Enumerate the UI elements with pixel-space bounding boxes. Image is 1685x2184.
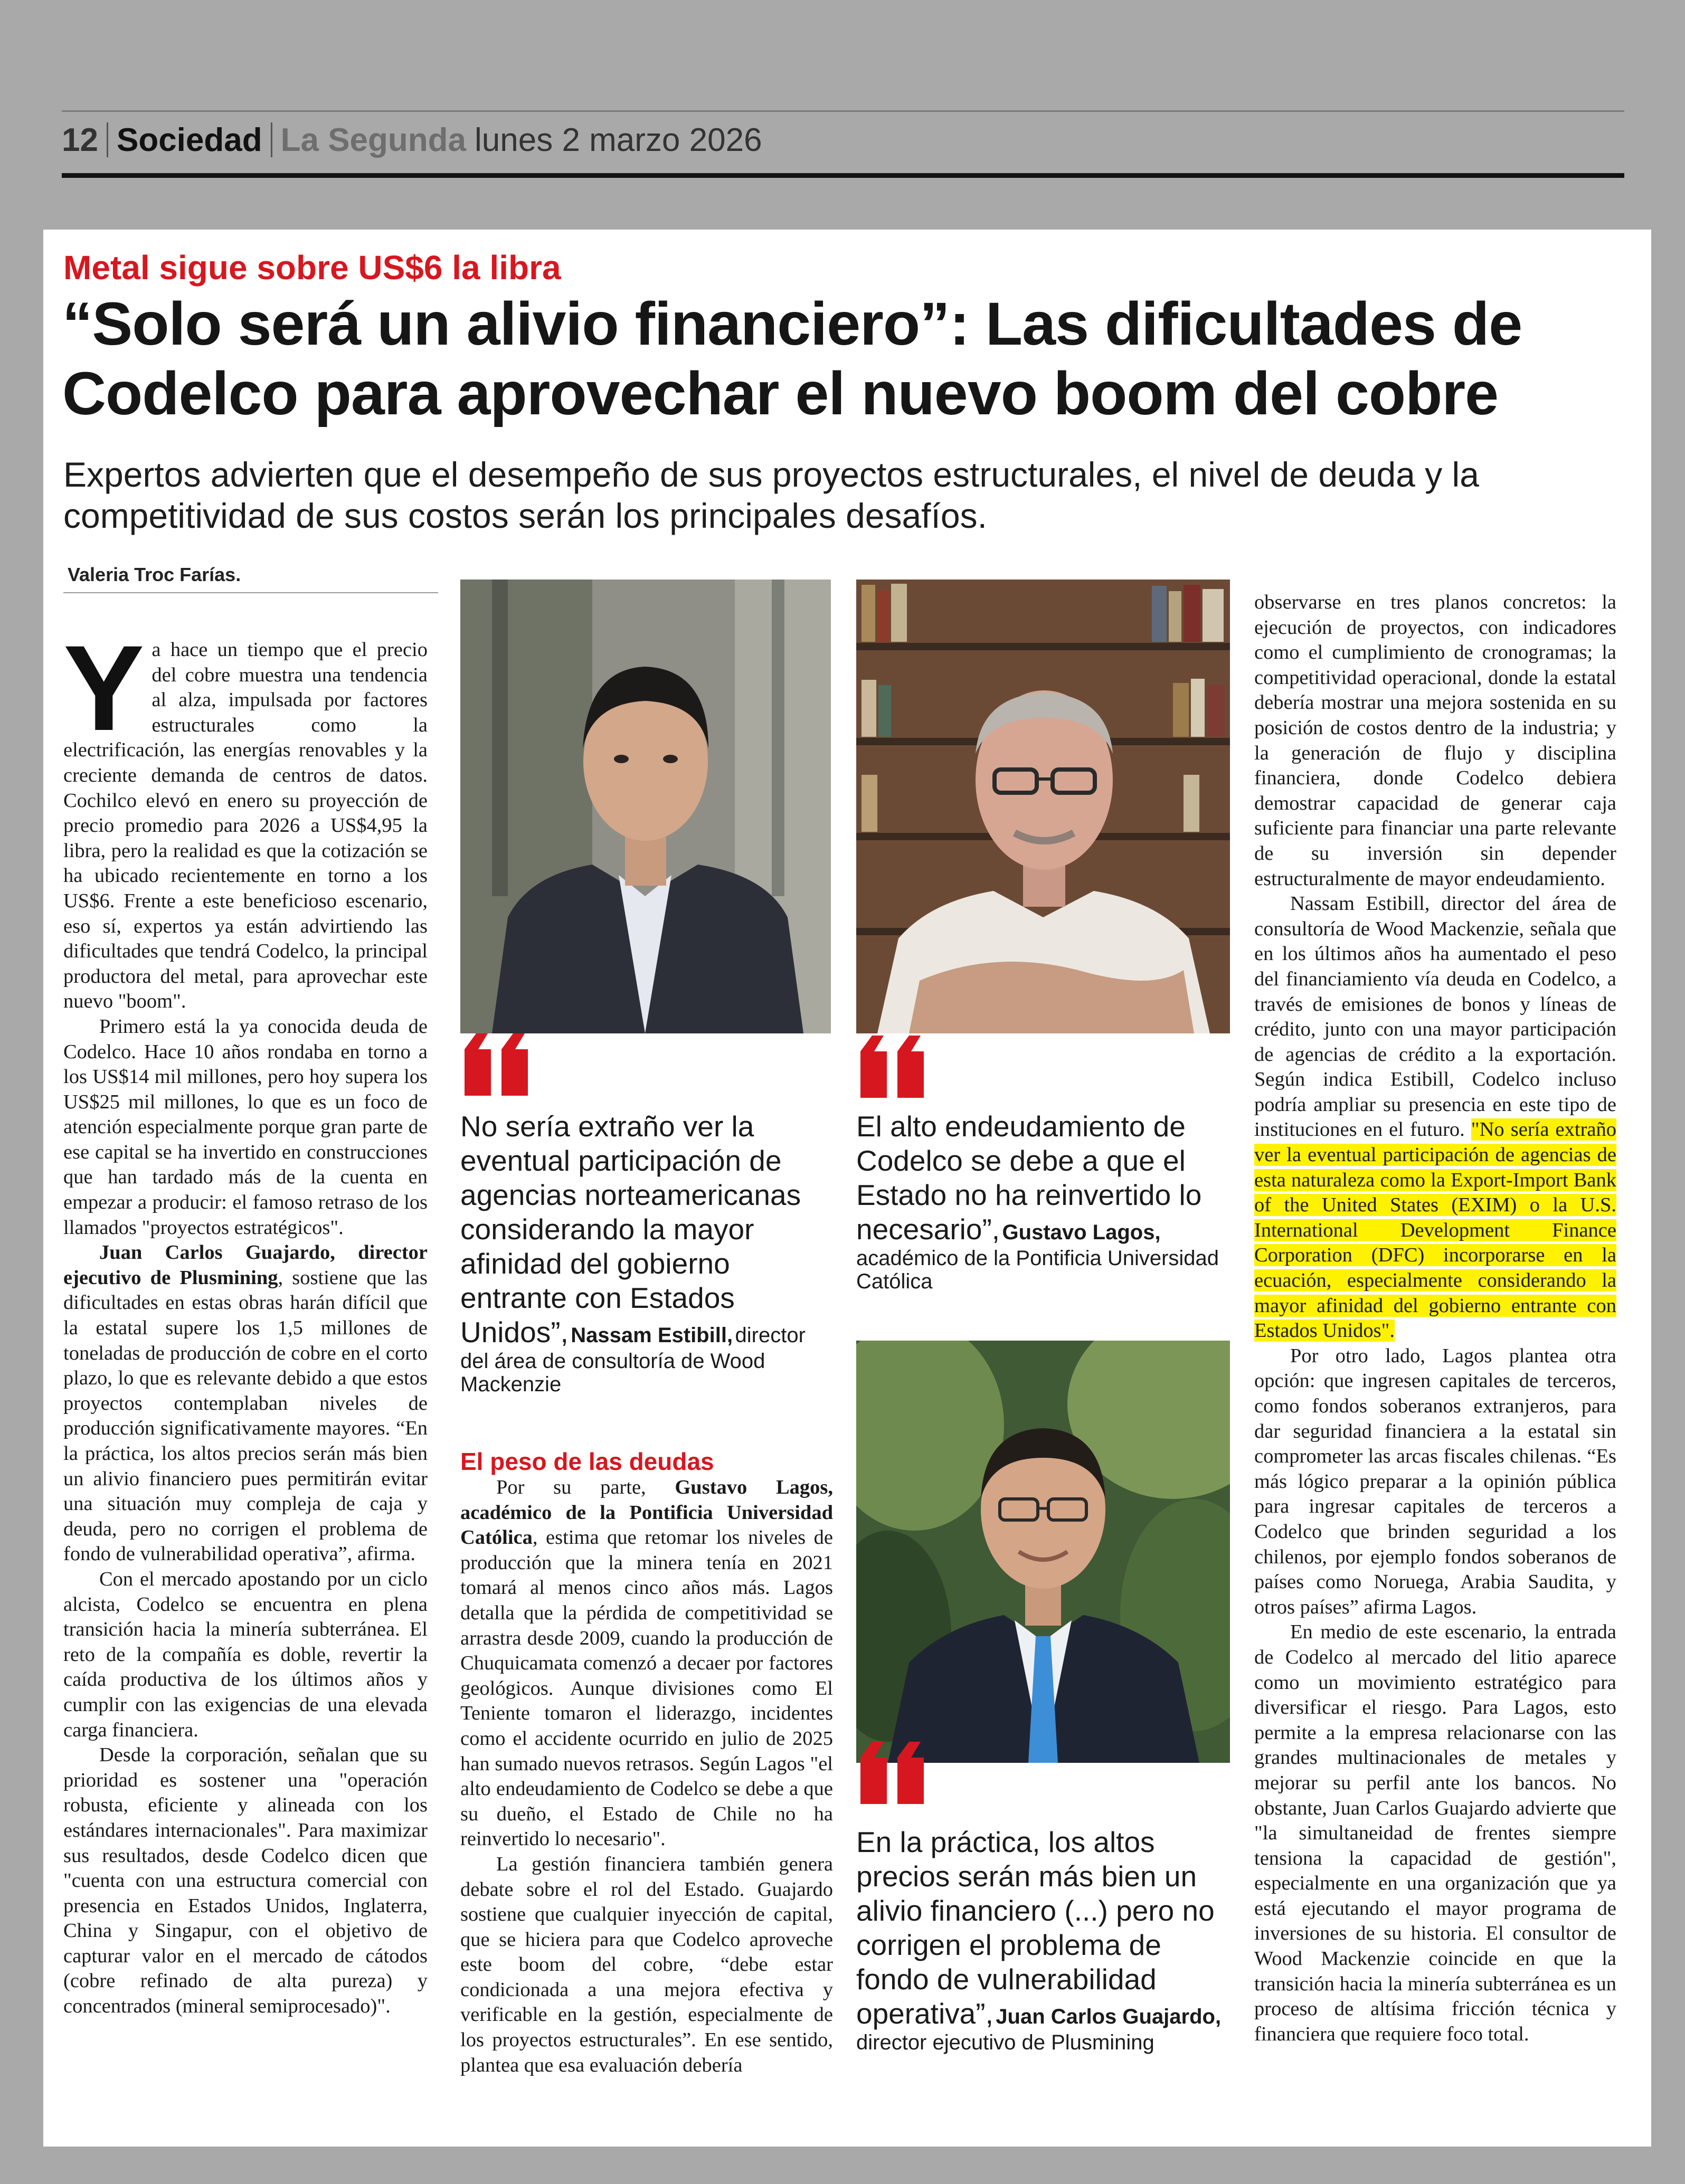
paragraph: Desde la corporación, señalan que su prioridad es sostener una "operación robusta, eficiente y alineada con los estándares internacionales". Para maximizar sus resultados, desde Codelco dicen que "cuenta con una estructura comercial con presencia en Estados Unidos, Inglaterra, China y Singapur, con el objetivo de capturar valor en el mercado de cátodos (cobre refinado de alta pureza) y concentrados (mineral semiprocesado)".	[63, 1744, 428, 2018]
paragraph: La gestión financiera también genera debate sobre el rol del Estado. Guajardo sostiene que cualquier inyección de capital, que se hiciera para que Codelco aproveche este boom del cobre, “debe estar condicionada a una mejora efectiva y verificable en la gestión, especialmente de los proyectos estructurales”. En ese sentido, plantea que esa evaluación debería	[460, 1853, 833, 2076]
publication-date: lunes 2 marzo 2026	[475, 121, 762, 158]
quote-mark-icon	[460, 1033, 534, 1097]
photo-juan-carlos-guajardo	[856, 1341, 1230, 1763]
paragraph: observarse en tres planos concretos: la ejecución de proyectos, con indicadores como el cumplimiento de cronogramas; la competitividad operacional, donde la estatal debería mostrar una mejora sostenida en su posición de costos dentro de la industria; y la generación de flujo y disciplina financiera, donde Codelco debiera demostrar capacidad de generar caja suficiente para financiar una parte relevante de su inversión sin depender estructuralmente de mayor endeudamiento.	[1254, 591, 1616, 890]
header-divider	[271, 122, 272, 157]
pull-quote-guajardo	[856, 1825, 1226, 2054]
pull-quote-role: director del área de consultoría de Wood Mackenzie	[460, 1324, 806, 1396]
paragraph: En medio de este escenario, la entrada de Codelco al mercado del litio aparece como un movimiento estratégico para diversificar el riesgo. Para Lagos, esto permite a la empresa relacionarse con las grandes multinacionales de metales y mejorar su perfil ante los bancos. No obstante, Juan Carlos Guajardo advierte que "la simultaneidad de frentes siempre tensiona la capacidad de gestión", especialmente en una organización que ya está ejecutando el mayor programa de inversiones de su historia. El consultor de Wood Mackenzie coincide en que la transición hacia la minería subterránea es un proceso de altísima fricción técnica y financiera que requiere foco total.	[1254, 1621, 1616, 2045]
photo-nassam-estibill	[460, 580, 831, 1033]
body-column-1	[63, 620, 428, 2115]
paragraph: Nassam Estibill, director del área de consultoría de Wood Mackenzie, señala que en los últimos años ha aumentado el peso del financiamiento vía deuda en Codelco, a través de emisiones de bonos y líneas de crédito, junto con una mayor participación de agencias de crédito a la exportación. Según indica Estibill, Codelco incluso podría ampliar su presencia en este tipo de instituciones en el futuro. "No sería extraño ver la eventual participación de agencias de esta naturaleza como la Export-Import Bank of the United States (EXIM) o la U.S. International Development Finance Corporation (DFC) incorporarse en la ecuación, especialmente considerando la mayor afinidad del gobierno entrante con Estados Unidos".	[1254, 892, 1616, 1342]
photo-gustavo-lagos	[856, 580, 1230, 1033]
page-header	[62, 117, 762, 163]
paragraph: Juan Carlos Guajardo, director ejecutivo de Plusmining, sostiene que las dificultades en estas obras harán difícil que la estatal supere los 1,5 millones de toneladas de producción de cobre en el corto plazo, lo que es relevante debido a que estos proyectos contemplaban niveles de producción significativamente mayores. “En la práctica, los altos precios serán más bien un alivio financiero pues permitirán evitar una situación muy compleja de caja y deuda, pero no corrigen el problema de fondo de vulnerabilidad operativa”, afirma.	[63, 1241, 428, 1565]
quote-mark-icon	[856, 1742, 930, 1805]
paragraph: Primero está la ya conocida deuda de Codelco. Hace 10 años rondaba en torno a los US$14 mil millones, pero hoy supera los US$25 mil millones, lo que es un foco de atención especialmente porque gran parte de ese capital se ha invertido en construcciones que han tardado más de la cuenta en empezar a producir: el famoso retraso de los llamados "proyectos estratégicos".	[63, 1015, 428, 1239]
pull-quote-author: Gustavo Lagos,	[1002, 1221, 1161, 1244]
paragraph: Con el mercado apostando por un ciclo alcista, Codelco se encuentra en plena transición hacia la minería subterránea. El reto de la compañía es doble, revertir la caída productiva de los últimos años y cumplir con las exigencias de una elevada carga financiera.	[63, 1568, 428, 1741]
header-top-rule	[62, 110, 1624, 112]
section-name: Sociedad	[116, 121, 262, 158]
pull-quote-estibill	[460, 1109, 830, 1396]
publication-name: La Segunda	[280, 121, 466, 158]
paragraph: Por otro lado, Lagos plantea otra opción: que ingresen capitales de terceros, como fondos soberanos extranjeros, para dar seguridad financiera a la estatal sin comprometer las arcas fiscales chilenas. “Es más lógico preparar a la opinión pública para ingresar capitales de terceros a Codelco que brinden seguridad a los chilenos, por ejemplo fondos soberanos de países como Noruega, Arabia Saudita, y otros países” afirma Lagos.	[1254, 1344, 1616, 1618]
paragraph: Por su parte, Gustavo Lagos, académico de la Pontificia Universidad Católica, estima que retomar los niveles de producción que la minera tenía en 2021 tomará al menos cinco años más. Lagos detalla que la pérdida de competitividad se arrastra desde 2009, cuando la producción de Chuquicamata comenzó a decaer por factores geológicos. Aunque divisiones como El Teniente tomaron el liderazgo, incidentes como el accidente ocurrido en julio de 2025 han sumado nuevos retrasos. Según Lagos "el alto endeudamiento de Codelco se debe a que su dueño, el Estado de Chile no ha reinvertido lo necesario".	[460, 1476, 833, 1850]
article-byline: Valeria Troc Farías.	[68, 564, 241, 585]
pull-quote-lagos	[856, 1109, 1226, 1293]
pull-quote-author: Juan Carlos Guajardo,	[996, 2005, 1222, 2028]
article-dek: Expertos advierten que el desempeño de sus proyectos estructurales, el nivel de deuda y la competitividad de sus costos serán los principales desafíos.	[63, 455, 1479, 535]
body-column-2	[460, 1475, 833, 2145]
header-divider	[107, 122, 108, 157]
pull-quote-role: director ejecutivo de Plusmining	[856, 2031, 1154, 2054]
section-subhead: El peso de las deudas	[460, 1448, 714, 1475]
pull-quote-role: académico de la Pontificia Universidad Católica	[856, 1247, 1219, 1293]
pull-quote-text: En la práctica, los altos precios serán más bien un alivio financiero (...) pero no corrigen el problema de fondo de vulnerabilidad operativa”,	[856, 1826, 1215, 2030]
drop-cap: Y	[63, 620, 145, 756]
article-headline: “Solo será un alivio financiero”: Las dificultades de Codelco para aprovechar el nuevo boom del cobre	[62, 290, 1522, 428]
paragraph: Ya hace un tiempo que el precio del cobre muestra una tendencia al alza, impulsada por factores estructurales como la electrificación, las energías renovables y la creciente demanda de centros de datos. Cochilco elevó en enero su proyección de precio promedio para 2026 a US$4,95 la libra, pero la realidad es que la cotización se ha ubicado recientemente en torno a los US$6. Frente a este beneficioso escenario, eso sí, expertos ya están advirtiendo las dificultades que tendrá Codelco, la principal productora del metal, para aprovechar este nuevo "boom".	[63, 620, 428, 1013]
pull-quote-author: Nassam Estibill,	[571, 1324, 733, 1347]
pull-quote-text: El alto endeudamiento de Codelco se debe a que el Estado no ha reinvertido lo necesario”,	[856, 1110, 1202, 1246]
article-kicker: Metal sigue sobre US$6 la libra	[63, 249, 561, 287]
highlighted-quote: "No sería extraño ver la eventual participación de agencias de esta naturaleza como la Export-Import Bank of the United States (EXIM) o la U.S. International Development Finance Corporation (DFC) incorporarse en la ecuación, especialmente considerando la mayor afinidad del gobierno entrante con Estados Unidos".	[1254, 1118, 1616, 1342]
page-number: 12	[62, 121, 98, 158]
quote-mark-icon	[856, 1036, 930, 1099]
header-bottom-rule	[62, 173, 1624, 178]
byline-rule	[63, 592, 438, 593]
body-column-4	[1254, 590, 1616, 2131]
pull-quote-text: No sería extraño ver la eventual participación de agencias norteamericanas considerando la mayor afinidad del gobierno entrante con Estados Unidos”,	[460, 1110, 801, 1349]
